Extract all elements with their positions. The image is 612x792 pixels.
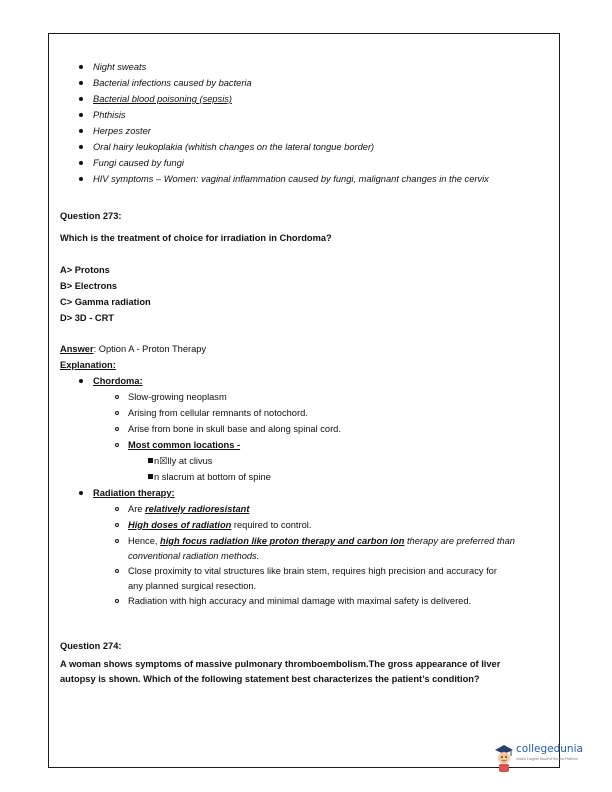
bullet-icon [79, 491, 83, 495]
collegedunia-logo [493, 740, 593, 776]
radiation-item [128, 519, 311, 531]
question-text-continued: autopsy is shown. Which of the following statement best characterizes the patient’s condition? [60, 674, 480, 684]
radiation-item-emphasis: relatively radioresistant [145, 504, 250, 514]
radiation-item-continued: conventional radiation methods. [128, 551, 260, 561]
bullet-icon [79, 177, 83, 181]
question-heading: Question 273: [60, 211, 122, 221]
question-text: Which is the treatment of choice for irradiation in Chordoma? [60, 233, 332, 243]
bullet-circle-icon [115, 443, 119, 447]
radiation-item-text: Are [128, 504, 146, 514]
bullet-icon [79, 161, 83, 165]
bullet-circle-icon [115, 599, 119, 603]
radiation-item-emphasis: high focus radiation like proton therapy and carbon ion [160, 536, 405, 546]
list-item: Oral hairy leukoplakia (whitish changes on the lateral tongue border) [93, 142, 375, 152]
bullet-circle-icon [115, 395, 119, 399]
list-item: Fungi caused by fungi [93, 158, 184, 168]
radiation-item [128, 503, 249, 515]
chordoma-item: Arise from bone in skull base and along spinal cord. [128, 424, 341, 434]
radiation-title: Radiation therapy: [93, 488, 175, 498]
radiation-item: Radiation with high accuracy and minimal damage with maximal safety is delivered. [128, 596, 472, 606]
explanation-label: Explanation: [60, 360, 116, 370]
list-item: Herpes zoster [93, 126, 151, 136]
radiation-item-text: Hence, [128, 536, 161, 546]
radiation-item-text: required to control. [231, 520, 312, 530]
bullet-circle-icon [115, 569, 119, 573]
bullet-circle-icon [115, 427, 119, 431]
answer-text: : Option A - Proton Therapy [93, 344, 207, 354]
logo-wordmark: collegedunia [516, 743, 583, 755]
bullet-icon [79, 129, 83, 133]
bullet-square-icon [148, 458, 153, 463]
radiation-item: Close proximity to vital structures like brain stem, requires high precision and accuracy for [128, 566, 497, 576]
location-item: n slacrum at bottom of spine [154, 472, 271, 482]
list-item: Bacterial infections caused by bacteria [93, 78, 252, 88]
chordoma-item: Slow-growing neoplasm [128, 392, 227, 402]
bullet-circle-icon [115, 539, 119, 543]
bullet-icon [79, 81, 83, 85]
bullet-icon [79, 65, 83, 69]
option-b: B> Electrons [60, 281, 118, 291]
location-item: n☒lly at clivus [154, 456, 213, 466]
list-item: HIV symptoms – Women: vaginal inflammation caused by fungi, malignant changes in the cervix [93, 174, 489, 184]
question-heading: Question 274: [60, 641, 122, 651]
answer-label: Answer [60, 344, 94, 354]
answer-line [60, 343, 206, 355]
question-text: A woman shows symptoms of massive pulmonary thromboembolism.The gross appearance of liver [60, 659, 501, 669]
bullet-icon [79, 145, 83, 149]
locations-title: Most common locations - [128, 440, 241, 450]
bullet-circle-icon [115, 507, 119, 511]
option-d: D> 3D - CRT [60, 313, 114, 323]
list-item: Night sweats [93, 62, 147, 72]
bullet-icon [79, 97, 83, 101]
radiation-item-text: therapy are preferred than [404, 536, 515, 546]
chordoma-item: Arising from cellular remnants of notochord. [128, 408, 308, 418]
student-mascot-icon [493, 742, 515, 774]
logo-tagline: India's Largest Student Review Platform [516, 757, 579, 761]
bullet-circle-icon [115, 411, 119, 415]
bullet-icon [79, 113, 83, 117]
list-item: Phthisis [93, 110, 126, 120]
chordoma-title: Chordoma: [93, 376, 143, 386]
option-a: A> Protons [60, 265, 110, 275]
bullet-circle-icon [115, 523, 119, 527]
bullet-square-icon [148, 474, 153, 479]
option-c: C> Gamma radiation [60, 297, 151, 307]
radiation-item-emphasis: High doses of radiation [128, 520, 232, 530]
radiation-item [128, 535, 515, 547]
bullet-icon [79, 379, 83, 383]
list-item: Bacterial blood poisoning (sepsis) [93, 94, 233, 104]
radiation-item-continued: any planned surgical resection. [128, 581, 257, 591]
